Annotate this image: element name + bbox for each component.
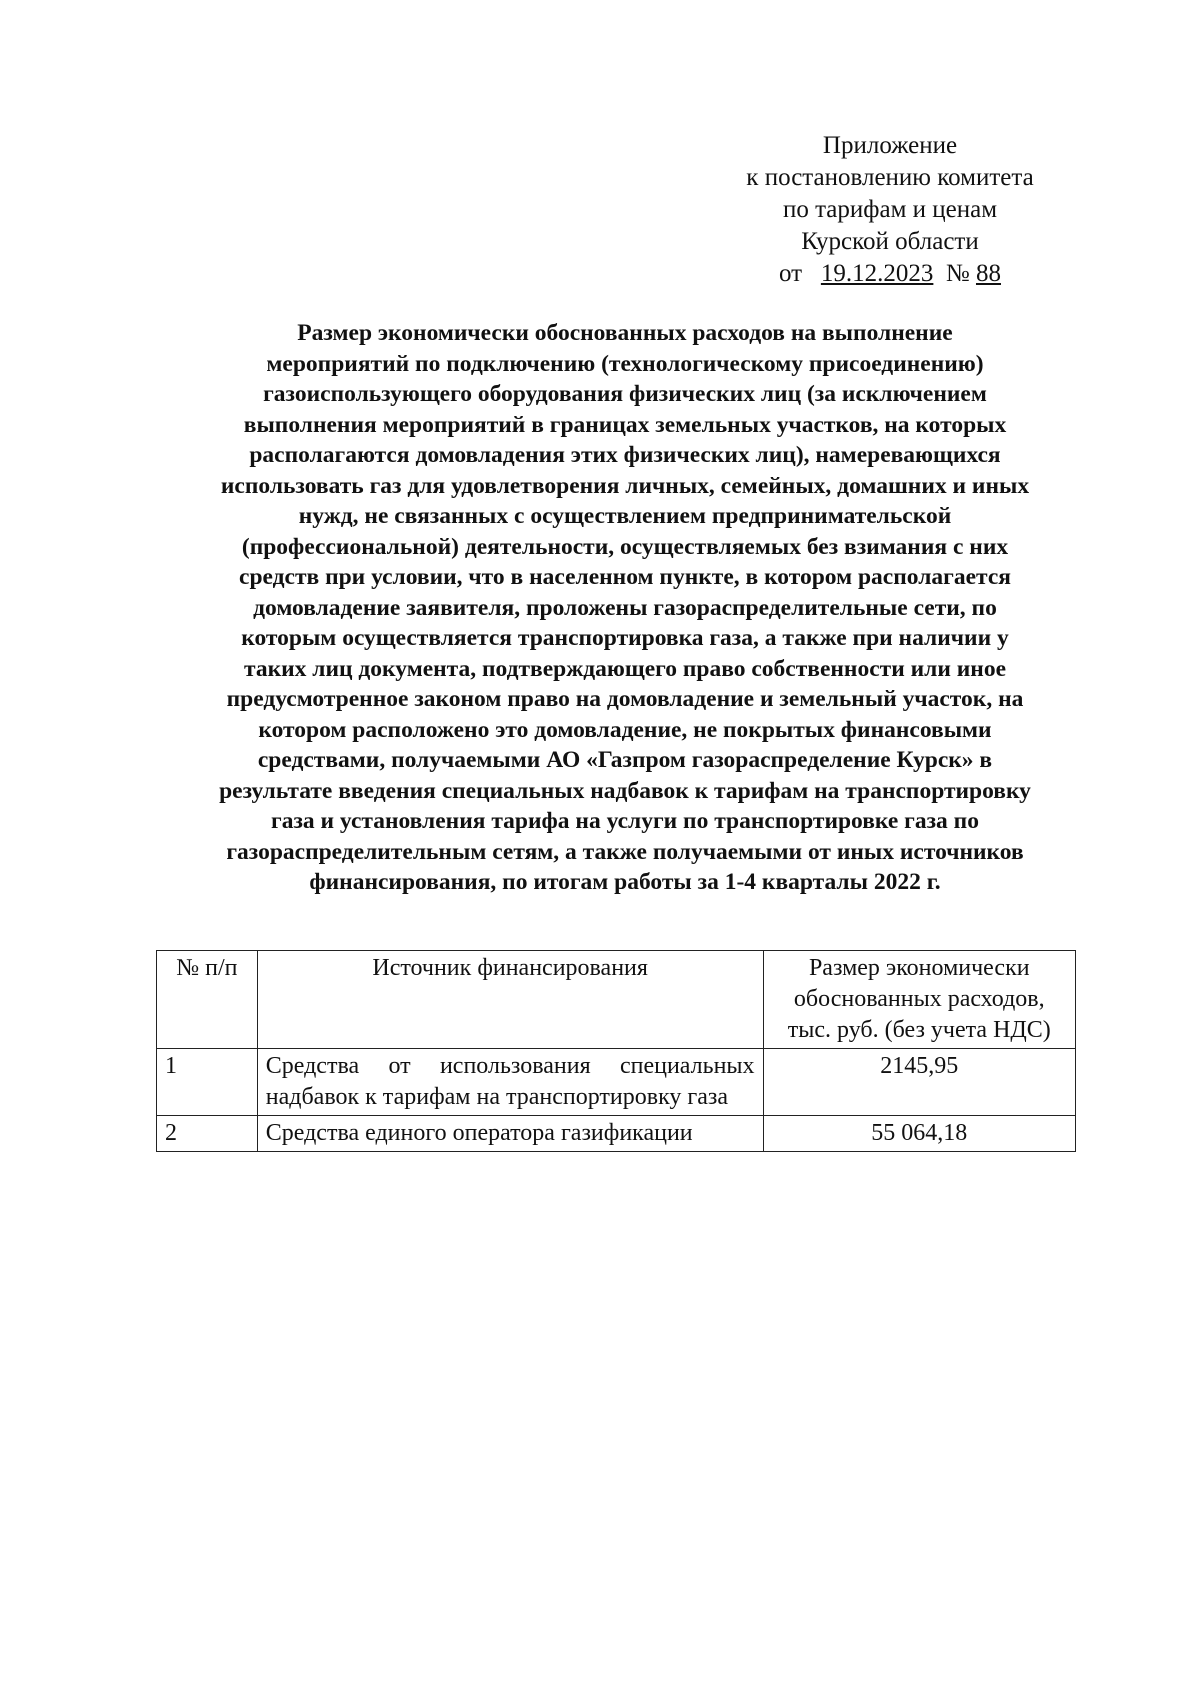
title-line: средств при условии, что в населенном пункте, в котором располагается	[239, 564, 1011, 590]
header-number: № п/п	[157, 951, 258, 1049]
row-amount: 2145,95	[763, 1049, 1075, 1116]
title-line: которым осуществляется транспортировка газа, а также при наличии у	[241, 625, 1009, 651]
title-line: домовладение заявителя, проложены газораспределительные сети, по	[253, 594, 997, 621]
title-line: газоиспользующего оборудования физических лиц (за исключением	[263, 381, 987, 407]
header-source: Источник финансирования	[257, 951, 763, 1049]
title-line: средствами, получаемыми АО «Газпром газораспределение Курск» в	[257, 747, 993, 773]
appendix-committee: по тарифам и ценам	[782, 196, 998, 223]
title-line: котором расположено это домовладение, не покрытых финансовыми	[258, 716, 992, 743]
resolution-date: 19.12.2023	[820, 260, 934, 287]
table-row	[157, 1116, 1076, 1152]
financing-table	[156, 950, 1076, 1152]
title-line: мероприятий по подключению (технологическому присоединению)	[266, 350, 984, 377]
title-line: нужд, не связанных с осуществлением предпринимательской	[298, 503, 952, 529]
title-line: выполнения мероприятий в границах земельных участков, на которых	[243, 411, 1007, 438]
table-row	[157, 1049, 1076, 1116]
row-number: 2	[157, 1116, 258, 1152]
appendix-title: Приложение	[822, 132, 958, 159]
row-number: 1	[157, 1049, 258, 1116]
row-source: Средства от использования специальных надбавок к тарифам на транспортировку газа	[257, 1049, 763, 1116]
document-title	[160, 318, 1090, 898]
title-line: располагаются домовладения этих физических лиц), намеревающихся	[249, 442, 1001, 468]
title-line: Размер экономически обоснованных расходов на выполнение	[297, 320, 953, 346]
title-line: газа и установления тарифа на услуги по транспортировке газа по	[271, 808, 979, 834]
title-line: (профессиональной) деятельности, осуществляемых без взимания с них	[241, 533, 1009, 560]
resolution-number: 88	[975, 260, 1001, 287]
date-prefix: от	[779, 260, 803, 287]
appendix-region: Курской области	[801, 228, 979, 255]
title-line: газораспределительным сетям, а также получаемыми от иных источников	[226, 838, 1024, 865]
title-line: предусмотренное законом право на домовладение и земельный участок, на	[226, 686, 1024, 712]
row-source: Средства единого оператора газификации	[257, 1116, 763, 1152]
table-header-row	[157, 951, 1076, 1049]
number-prefix: №	[945, 260, 970, 287]
title-line: использовать газ для удовлетворения личных, семейных, домашних и иных	[220, 472, 1030, 499]
appendix-block	[700, 130, 1080, 290]
row-amount: 55 064,18	[763, 1116, 1075, 1152]
appendix-date-line	[700, 258, 1080, 290]
title-line: финансирования, по итогам работы за 1-4 кварталы 2022 г.	[309, 869, 941, 895]
appendix-resolution: к постановлению комитета	[746, 164, 1034, 191]
title-line: таких лиц документа, подтверждающего право собственности или иное	[243, 655, 1007, 682]
header-amount: Размер экономически обоснованных расходов, тыс. руб. (без учета НДС)	[763, 951, 1075, 1049]
title-line: результате введения специальных надбавок к тарифам на транспортировку	[219, 777, 1031, 804]
